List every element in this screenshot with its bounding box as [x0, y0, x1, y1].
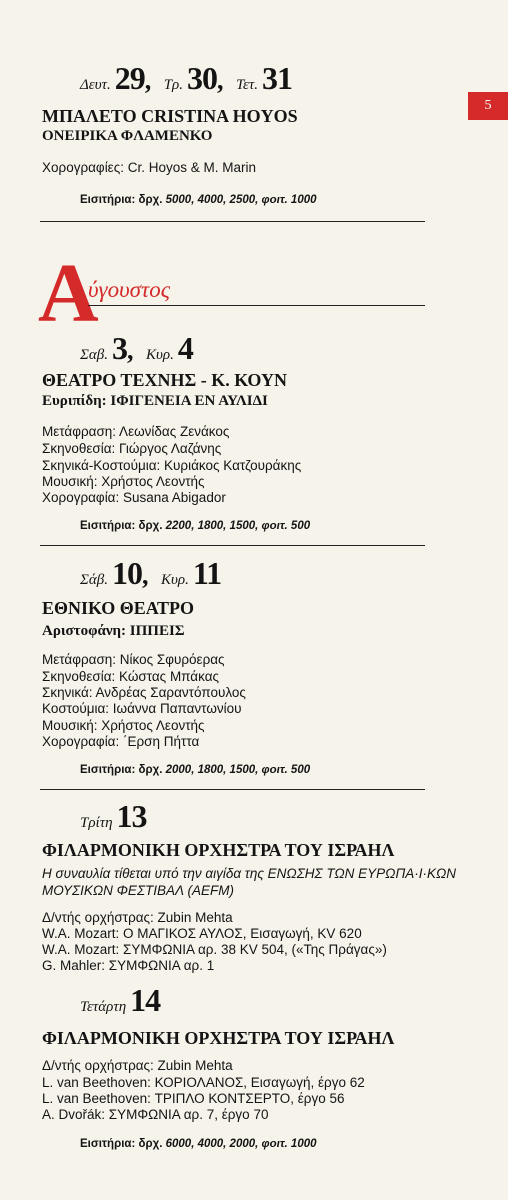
tickets-label: Εισιτήρια: δρχ. — [80, 520, 163, 532]
section-divider — [40, 789, 425, 790]
credit-line: Σκηνικά-Κοστούμια: Κυριάκος Κατζουράκης — [42, 458, 302, 473]
weekday: Τρ. — [163, 77, 184, 93]
auspices-note: Η συναυλία τίθεται υπό την αιγίδα της ΕΝΩΣΗΣ ΤΩΝ ΕΥΡΩΠΑ·Ι·ΚΩΝ — [42, 866, 456, 881]
weekday: Τετάρτη — [80, 999, 127, 1015]
weekday: Τετ. — [236, 77, 259, 93]
weekday: Κυρ. — [146, 347, 174, 363]
day-number: 30 — [187, 60, 218, 96]
day-number: 11 — [192, 555, 222, 591]
ticket-prices — [80, 764, 310, 776]
day-number: 13 — [116, 798, 147, 834]
section-divider — [40, 545, 425, 546]
credit-line: Χορογραφία: ΄Ερση Πήττα — [42, 734, 200, 749]
tickets-values: 2000, 1800, 1500, φοιτ. 500 — [165, 764, 311, 776]
day-number: 14 — [130, 982, 161, 1018]
program-work: L. van Beethoven: ΤΡΙΠΛΟ ΚΟΝΤΣΕΡΤΟ, έργο 56 — [42, 1091, 345, 1106]
day-number: 3 — [112, 330, 128, 366]
credit-line: Χορογραφίες: Cr. Hoyos & M. Marin — [42, 160, 256, 175]
tickets-label: Εισιτήρια: δρχ. — [80, 194, 163, 206]
credit-line: Μετάφραση: Νίκος Σφυρόερας — [42, 652, 225, 667]
tickets-label: Εισιτήρια: δρχ. — [80, 764, 163, 776]
event-subtitle: Αριστοφάνη: ΙΠΠΕΙΣ — [42, 623, 185, 639]
event-date-ethniko — [80, 555, 221, 592]
event-title: ΦΙΛΑΡΜΟΝΙΚΗ ΟΡΧΗΣΤΡΑ ΤΟΥ ΙΣΡΑΗΛ — [42, 840, 395, 860]
ticket-prices — [80, 194, 317, 206]
program-work: W.A. Mozart: ΣΥΜΦΩΝΙΑ αρ. 38 KV 504, («Της Πράγας») — [42, 942, 387, 957]
ticket-prices — [80, 520, 310, 532]
date-separator: , — [144, 66, 158, 95]
event-subtitle: Ευριπίδη: ΙΦΙΓΕΝΕΙΑ ΕΝ ΑΥΛΙΔΙ — [42, 393, 268, 409]
credit-line: Χορογραφία: Susana Abigador — [42, 490, 226, 505]
tickets-label: Εισιτήρια: δρχ. — [80, 1138, 163, 1150]
credit-line: Δ/ντής ορχήστρας: Zubin Mehta — [42, 910, 233, 925]
weekday: Σαβ. — [80, 347, 109, 363]
credit-line: Σκηνικά: Ανδρέας Σαραντόπουλος — [42, 685, 246, 700]
weekday: Κυρ. — [161, 572, 189, 588]
program-work: L. van Beethoven: ΚΟΡΙΟΛΑΝΟΣ, Εισαγωγή, έργο 62 — [42, 1075, 365, 1090]
event-date-ipo-14 — [80, 982, 160, 1019]
weekday: Τρίτη — [80, 815, 113, 831]
program-work: G. Mahler: ΣΥΜΦΩΝΙΑ αρ. 1 — [42, 958, 215, 973]
date-separator: , — [127, 336, 141, 365]
event-date-koun — [80, 330, 193, 367]
credit-line: Δ/ντής ορχήστρας: Zubin Mehta — [42, 1058, 233, 1073]
day-number: 4 — [177, 330, 193, 366]
credit-line: Κοστούμια: Ιωάννα Παπαντωνίου — [42, 701, 242, 716]
section-divider — [40, 221, 425, 222]
credit-line: Σκηνοθεσία: Κώστας Μπάκας — [42, 669, 220, 684]
day-number: 29 — [114, 60, 145, 96]
auspices-note: ΜΟΥΣΙΚΩΝ ΦΕΣΤΙΒΑΛ (AEFM) — [42, 883, 235, 898]
event-title: ΕΘΝΙΚΟ ΘΕΑΤΡΟ — [42, 598, 194, 618]
credit-line: Σκηνοθεσία: Γιώργος Λαζάνης — [42, 441, 222, 456]
weekday: Δευτ. — [80, 77, 111, 93]
ticket-prices — [80, 1138, 317, 1150]
month-initial: Α — [38, 247, 99, 340]
date-separator: , — [217, 66, 231, 95]
credit-line: Μουσική: Χρήστος Λεοντής — [42, 474, 205, 489]
tickets-values: 2200, 1800, 1500, φοιτ. 500 — [165, 520, 311, 532]
date-separator: , — [142, 561, 156, 590]
tickets-values: 6000, 4000, 2000, φοιτ. 1000 — [165, 1138, 317, 1150]
day-number: 31 — [262, 60, 293, 96]
credit-line: Μετάφραση: Λεωνίδας Ζενάκος — [42, 424, 230, 439]
month-name: ύγουστος — [88, 277, 171, 302]
weekday: Σάβ. — [80, 572, 109, 588]
event-title: ΦΙΛΑΡΜΟΝΙΚΗ ΟΡΧΗΣΤΡΑ ΤΟΥ ΙΣΡΑΗΛ — [42, 1028, 395, 1048]
event-title: ΜΠΑΛΕΤΟ CRISTINA HOYOS — [42, 106, 298, 126]
program-work: A. Dvořák: ΣΥΜΦΩΝΙΑ αρ. 7, έργο 70 — [42, 1107, 269, 1122]
page-number: 5 — [484, 98, 492, 113]
month-underline — [88, 305, 425, 306]
event-date-ipo-13 — [80, 798, 147, 835]
day-number: 10 — [112, 555, 143, 591]
tickets-values: 5000, 4000, 2500, φοιτ. 1000 — [165, 194, 317, 206]
credit-line: Μουσική: Χρήστος Λεοντής — [42, 718, 205, 733]
program-work: W.A. Mozart: Ο ΜΑΓΙΚΟΣ ΑΥΛΟΣ, Εισαγωγή, KV 620 — [42, 926, 362, 941]
event-title: ΘΕΑΤΡΟ ΤΕΧΝΗΣ - Κ. ΚΟΥΝ — [42, 370, 287, 390]
event-subtitle: ΟΝΕΙΡΙΚΑ ΦΛΑΜΕΝΚΟ — [42, 128, 213, 144]
event-date-hoyos — [80, 60, 292, 97]
